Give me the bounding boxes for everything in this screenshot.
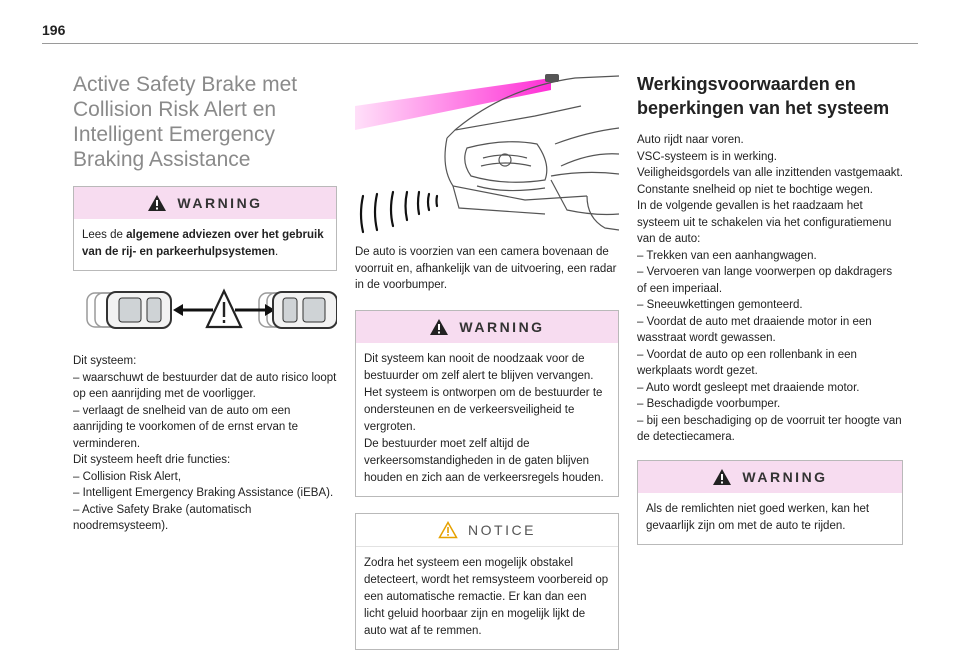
warning-box-3 (637, 460, 903, 545)
column-3 (637, 72, 903, 559)
warning-text: Lees de algemene adviezen over het gebruik van de rij- en parkeerhulpsystemen. (82, 229, 324, 258)
column-1 (73, 72, 337, 535)
section-title: Werkingsvoorwaarden en beperkingen van het systeem (637, 74, 890, 118)
notice-label: NOTICE (468, 521, 536, 538)
rear-car-icon (107, 292, 171, 328)
notice-box (355, 513, 619, 650)
column-2 (355, 72, 619, 664)
warning-box-2: WARNING Dit systeem kan nooit de noodzaak voor de bestuurder om zelf alert te blijven vervangen. Het systeem is ontworpen om de bestuurder te ondersteunen en de verkeersveiligheid te vergroten. De bestuurder moet zelf altijd de verkeersomstandigheden in de gaten blijven houden en zich aan de verkeersregels houden. (355, 310, 619, 497)
page-number: 196 (42, 22, 66, 38)
radar-waves-icon (361, 192, 437, 232)
warning-label: WARNING (742, 468, 828, 485)
header-divider (42, 43, 918, 44)
warning-triangle-icon (712, 468, 732, 486)
warning-label: WARNING (459, 318, 545, 335)
camera-beam (355, 78, 551, 130)
camera-icon (545, 74, 559, 82)
notice-header (356, 514, 618, 547)
warning-triangle-icon (147, 194, 167, 212)
conditions-list: Auto rijdt naar voren. VSC-systeem is in werking. Veiligheidsgordels van alle inzittenden vastgemaakt. Constante snelheid op niet te bochtige wegen. In de volgende gevallen is het raadzaam het systeem uit te schakelen via het configuratiemenu van de auto: – Trekken van een aanhangwagen. – Vervoeren van lange voorwerpen op dakdragers of een imperiaal. – Sneeuwkettingen gemonteerd. – Voordat de auto met draaiende motor in een wasstraat wordt gewassen. – Voordat de auto op een rollenbank in een werkplaats wordt gezet. – Auto wordt gesleept met draaiende motor. – Beschadigde voorbumper. – bij een beschadiging op de voorruit ter hoogte van de detectiecamera. (637, 134, 903, 443)
van-front-camera-radar-illustration (355, 68, 619, 238)
warning-header (356, 311, 618, 343)
vehicles-illustration (73, 285, 337, 335)
warning-box-1 (73, 186, 337, 271)
front-car-icon (273, 292, 337, 328)
warning-text: Als de remlichten niet goed werken, kan het gevaarlijk zijn om met de auto te rijden. (646, 502, 870, 532)
warning-header (638, 461, 902, 493)
main-title: Active Safety Brake met Collision Risk Alert en Intelligent Emergency Braking Assistance (73, 73, 298, 171)
warning-triangle-icon (429, 318, 449, 336)
system-description: Dit systeem: – waarschuwt de bestuurder dat de auto risico loopt op een aanrijding met de voorligger. – verlaagt de snelheid van de auto om een aanrijding te voorkomen of de ernst ervan te verminderen. Dit systeem heeft drie functies: – Collision Risk Alert, – Intelligent Emergency Braking Assistance (iEBA). – Active Safety Brake (automatisch noodremsysteem). (73, 355, 337, 532)
notice-triangle-icon (438, 521, 458, 539)
warning-label: WARNING (177, 195, 263, 211)
notice-text: Zodra het systeem een mogelijk obstakel detecteert, wordt het remsysteem voorbereid op een automatische remactie. Er kan dan een licht geluid hoorbaar zijn en mogelijk lijkt de auto wat af te remmen. (364, 556, 609, 637)
camera-radar-caption: De auto is voorzien van een camera bovenaan de voorruit en, afhankelijk van de uitvoering, een radar in de voorbumper. (355, 246, 617, 291)
warning-header (74, 187, 336, 219)
